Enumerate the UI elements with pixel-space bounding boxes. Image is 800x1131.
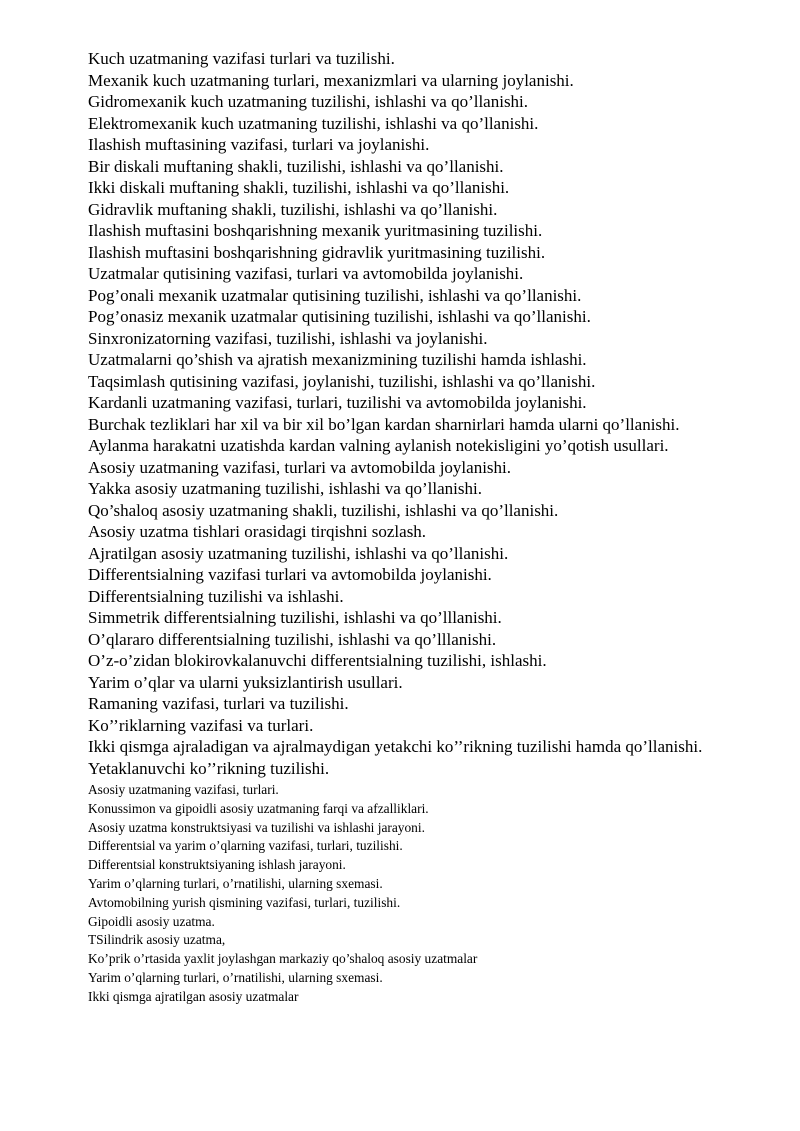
topic-line: Simmetrik differentsialning tuzilishi, ishlashi va qo’lllanishi. xyxy=(88,608,502,627)
topic-line-small: Ikki qismga ajratilgan asosiy uzatmalar xyxy=(88,988,299,1004)
topic-line: Asosiy uzatmaning vazifasi, turlari va avtomobilda joylanishi. xyxy=(88,457,512,477)
topic-line: Differentsialning vazifasi turlari va avtomobilda joylanishi. xyxy=(88,565,492,584)
topic-line: O’z-o’zidan blokirovkalanuvchi differentsialning tuzilishi, ishlashi. xyxy=(88,651,547,670)
topic-line: Elektromexanik kuch uzatmaning tuzilishi, ishlashi va qo’llanishi. xyxy=(88,113,539,133)
topic-line: Uzatmalarni qo’shish va ajratish mexanizmining tuzilishi hamda ishlashi. xyxy=(88,350,587,369)
topic-line: Pog’onasiz mexanik uzatmalar qutisining tuzilishi, ishlashi va qo’llanishi. xyxy=(88,307,591,326)
topic-line: Ikki diskali muftaning shakli, tuzilishi, ishlashi va qo’llanishi. xyxy=(88,178,510,197)
topic-line: Uzatmalar qutisining vazifasi, turlari va avtomobilda joylanishi. xyxy=(88,264,524,283)
topic-line-small: Ko’prik o’rtasida yaxlit joylashgan markaziy qo’shaloq asosiy uzatmalar xyxy=(88,951,478,967)
topic-line: Aylanma harakatni uzatishda kardan valning aylanish notekisligini yo’qotish usullari. xyxy=(88,436,669,455)
topic-line: Ilashish muftasini boshqarishning gidravlik yuritmasining tuzilishi. xyxy=(88,242,546,262)
topic-line: Asosiy uzatma tishlari orasidagi tirqishni sozlash. xyxy=(88,522,427,541)
topic-line: Kuch uzatmaning vazifasi turlari va tuzilishi. xyxy=(88,49,395,68)
topic-line: Gidravlik muftaning shakli, tuzilishi, ishlashi va qo’llanishi. xyxy=(88,199,498,219)
topic-line: Mexanik kuch uzatmaning turlari, mexanizmlari va ularning joylanishi. xyxy=(88,70,574,90)
topic-line: Ramaning vazifasi, turlari va tuzilishi. xyxy=(88,694,349,713)
topic-line: Kardanli uzatmaning vazifasi, turlari, tuzilishi va avtomobilda joylanishi. xyxy=(88,393,587,412)
topic-line-small: Gipoidli asosiy uzatma. xyxy=(88,913,215,929)
topic-line-small: Yarim o’qlarning turlari, o’rnatilishi, ularning sxemasi. xyxy=(88,969,383,985)
topic-line-small: Yarim o’qlarning turlari, o’rnatilishi, ularning sxemasi. xyxy=(88,875,383,891)
topic-line: Ilashish muftasining vazifasi, turlari va joylanishi. xyxy=(88,135,430,154)
topic-line-small: Konussimon va gipoidli asosiy uzatmaning farqi va afzalliklari. xyxy=(88,800,429,816)
topic-line-small: Differentsial konstruktsiyaning ishlash jarayoni. xyxy=(88,857,346,873)
topic-line: Pog’onali mexanik uzatmalar qutisining tuzilishi, ishlashi va qo’llanishi. xyxy=(88,285,582,305)
topic-line: Sinxronizatorning vazifasi, tuzilishi, ishlashi va joylanishi. xyxy=(88,328,488,348)
topic-line-small: Asosiy uzatma konstruktsiyasi va tuzilishi va ishlashi jarayoni. xyxy=(88,819,425,835)
topic-line: Yetaklanuvchi ko’’rikning tuzilishi. xyxy=(88,758,330,778)
topic-list-small xyxy=(88,781,724,1007)
topic-line: Taqsimlash qutisining vazifasi, joylanishi, tuzilishi, ishlashi va qo’llanishi. xyxy=(88,371,596,391)
topic-line: Ilashish muftasini boshqarishning mexanik yuritmasining tuzilishi. xyxy=(88,221,543,240)
topic-line-small: TSilindrik asosiy uzatma, xyxy=(88,932,226,948)
topic-list-large xyxy=(88,48,724,779)
topic-line: Yakka asosiy uzatmaning tuzilishi, ishlashi va qo’llanishi. xyxy=(88,479,482,498)
topic-line: O’qlararo differentsialning tuzilishi, ishlashi va qo’lllanishi. xyxy=(88,629,497,649)
topic-line: Differentsialning tuzilishi va ishlashi. xyxy=(88,586,344,606)
topic-line-small: Asosiy uzatmaning vazifasi, turlari. xyxy=(88,782,279,797)
topic-line-small: Avtomobilning yurish qismining vazifasi, turlari, tuzilishi. xyxy=(88,894,401,910)
topic-line: Bir diskali muftaning shakli, tuzilishi, ishlashi va qo’llanishi. xyxy=(88,156,504,176)
topic-line: Ikki qismga ajraladigan va ajralmaydigan yetakchi ko’’rikning tuzilishi hamda qo’llanishi. xyxy=(88,737,703,756)
topic-line: Yarim o’qlar va ularni yuksizlantirish usullari. xyxy=(88,672,403,692)
topic-line: Burchak tezliklari har xil va bir xil bo’lgan kardan sharnirlari hamda ularni qo’llanishi. xyxy=(88,414,680,434)
topic-line: Qo’shaloq asosiy uzatmaning shakli, tuzilishi, ishlashi va qo’llanishi. xyxy=(88,500,559,520)
topic-line: Ajratilgan asosiy uzatmaning tuzilishi, ishlashi va qo’llanishi. xyxy=(88,543,509,563)
document-page xyxy=(88,48,724,1007)
topic-line: Gidromexanik kuch uzatmaning tuzilishi, ishlashi va qo’llanishi. xyxy=(88,92,529,111)
topic-line-small: Differentsial va yarim o’qlarning vazifasi, turlari, tuzilishi. xyxy=(88,838,403,854)
topic-line: Ko’’riklarning vazifasi va turlari. xyxy=(88,715,314,735)
